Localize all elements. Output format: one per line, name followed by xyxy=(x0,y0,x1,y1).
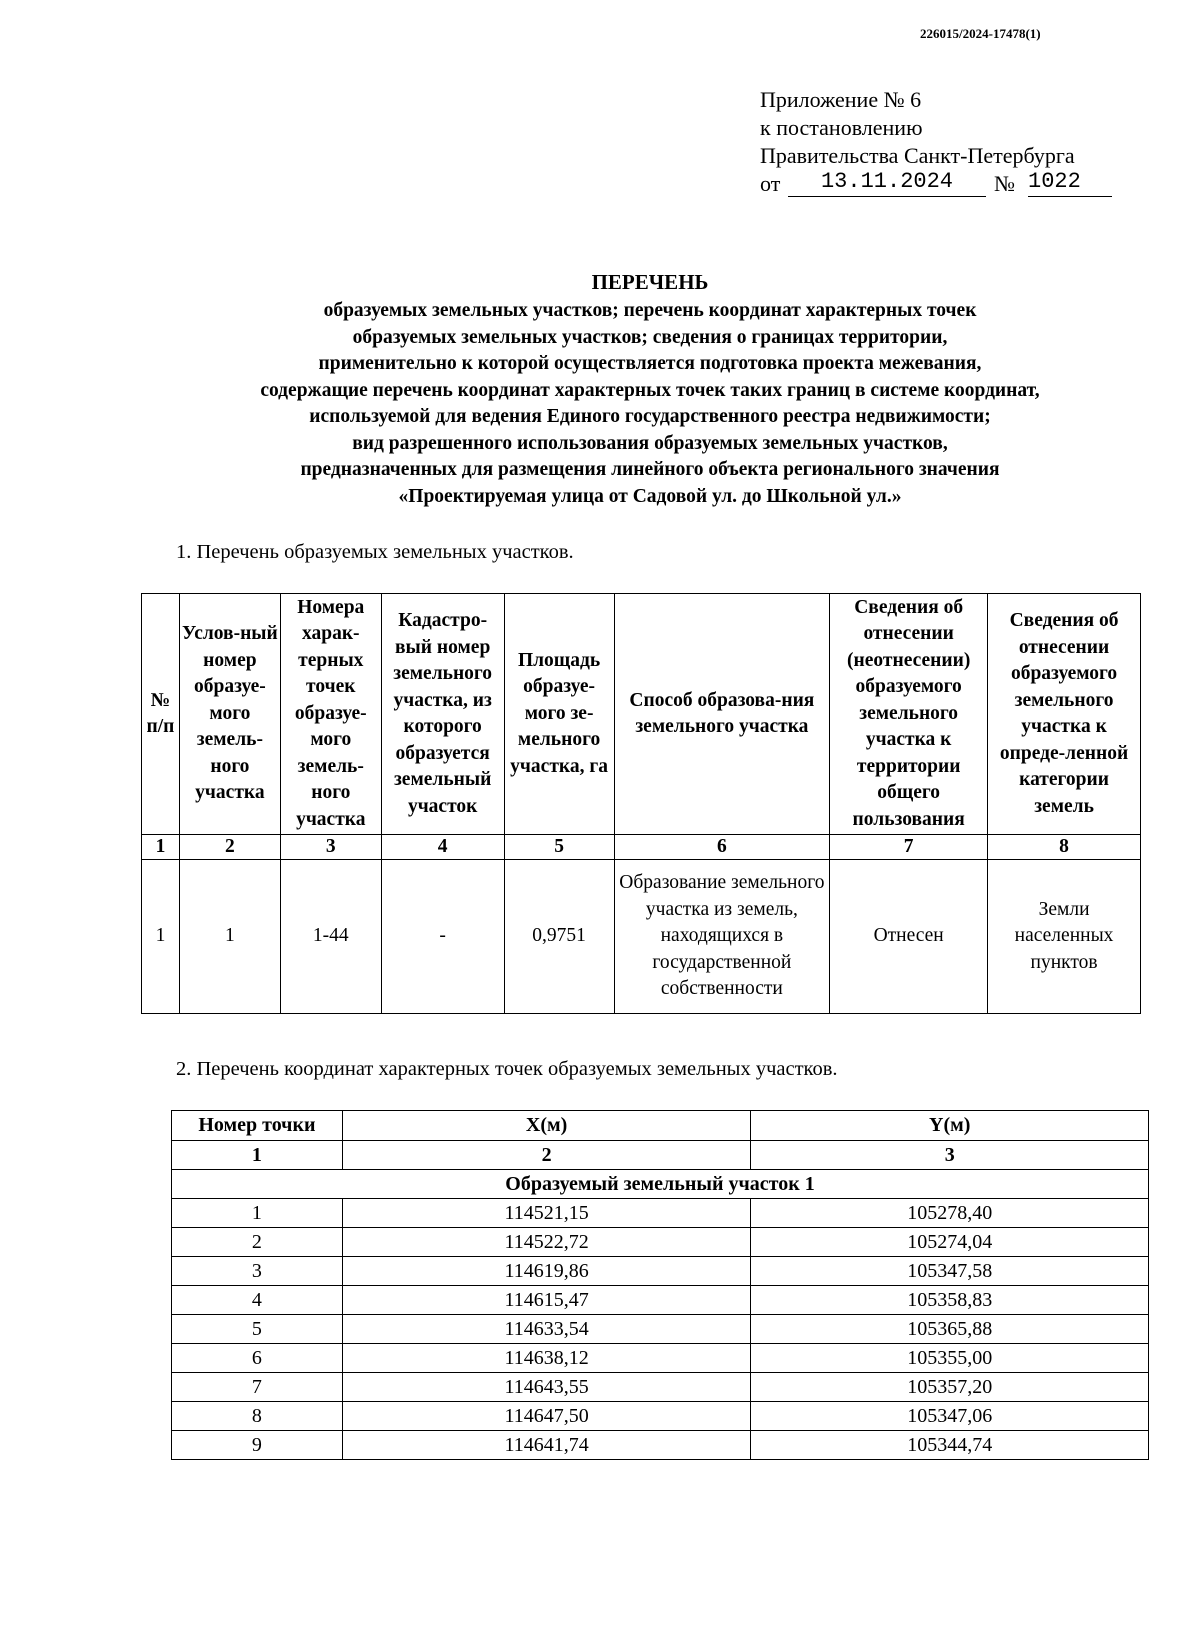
point-number: 5 xyxy=(172,1315,343,1344)
title-line: образуемых земельных участков; перечень координат характерных точек xyxy=(323,300,977,321)
table-row xyxy=(172,1315,1149,1344)
table-row xyxy=(172,1431,1149,1460)
point-number: 7 xyxy=(172,1373,343,1402)
y-coordinate: 105278,40 xyxy=(751,1199,1149,1228)
column-number: 2 xyxy=(342,1141,751,1170)
header-cell: Кадастро-вый номер земельного участка, из которого образуется земельный участок xyxy=(381,594,504,835)
column-number: 1 xyxy=(142,835,180,860)
table-cell: 0,9751 xyxy=(504,860,614,1014)
title-line: вид разрешенного использования образуемых земельных участков, xyxy=(352,432,948,454)
appendix-line-1: Приложение № 6 xyxy=(760,87,922,112)
x-coordinate: 114619,86 xyxy=(342,1257,751,1286)
y-coordinate: 105344,74 xyxy=(751,1431,1149,1460)
column-number-row xyxy=(172,1141,1149,1170)
column-number: 3 xyxy=(280,835,381,860)
table-cell: Земли населенных пунктов xyxy=(988,860,1141,1014)
point-number: 9 xyxy=(172,1431,343,1460)
header-cell: Номера харак-терных точек образуе-мого земель-ного участка xyxy=(280,594,381,835)
section-1-title: 1. Перечень образуемых земельных участков. xyxy=(176,541,574,563)
point-number: 4 xyxy=(172,1286,343,1315)
header-cell: Y(м) xyxy=(751,1111,1149,1141)
title-line: используемой для ведения Единого государственного реестра недвижимости; xyxy=(309,406,991,427)
x-coordinate: 114638,12 xyxy=(342,1344,751,1373)
header-cell: Способ образова-ния земельного участка xyxy=(614,594,830,835)
table-row xyxy=(172,1344,1149,1373)
title-line: образуемых земельных участков; сведения о границах территории, xyxy=(352,326,948,348)
table-cell: - xyxy=(381,860,504,1014)
y-coordinate: 105365,88 xyxy=(751,1315,1149,1344)
point-number: 3 xyxy=(172,1257,343,1286)
column-number: 5 xyxy=(504,835,614,860)
appendix-line-2: к постановлению xyxy=(760,115,923,140)
table-row xyxy=(172,1286,1149,1315)
coordinates-table xyxy=(171,1110,1149,1460)
x-coordinate: 114641,74 xyxy=(342,1431,751,1460)
x-coordinate: 114633,54 xyxy=(342,1315,751,1344)
section-2-title: 2. Перечень координат характерных точек образуемых земельных участков. xyxy=(176,1058,838,1080)
header-cell: Сведения об отнесении образуемого земельного участка к опреде-ленной категории земель xyxy=(988,594,1141,835)
group-label: Образуемый земельный участок 1 xyxy=(172,1170,1149,1199)
column-number: 3 xyxy=(751,1141,1149,1170)
x-coordinate: 114615,47 xyxy=(342,1286,751,1315)
title-main: ПЕРЕЧЕНЬ xyxy=(591,270,709,294)
table-cell: Образование земельного участка из земель, находящихся в государственной собственности xyxy=(614,860,830,1014)
table-row xyxy=(172,1373,1149,1402)
header-cell: Площадь образуе-мого зе-мельного участка, га xyxy=(504,594,614,835)
table-row xyxy=(172,1257,1149,1286)
column-number: 8 xyxy=(988,835,1141,860)
table-cell: Отнесен xyxy=(830,860,988,1014)
table-row xyxy=(142,860,1141,1014)
x-coordinate: 114521,15 xyxy=(342,1199,751,1228)
table-row xyxy=(172,1402,1149,1431)
table-cell: 1 xyxy=(142,860,180,1014)
resolution-date: 13.11.2024 xyxy=(788,168,986,197)
table-row xyxy=(172,1228,1149,1257)
column-number: 6 xyxy=(614,835,830,860)
table-cell: 1-44 xyxy=(280,860,381,1014)
y-coordinate: 105355,00 xyxy=(751,1344,1149,1373)
resolution-number: 1022 xyxy=(1028,168,1112,197)
point-number: 2 xyxy=(172,1228,343,1257)
header-cell: Номер точки xyxy=(172,1111,343,1141)
column-number-row xyxy=(142,835,1141,860)
column-number: 1 xyxy=(172,1141,343,1170)
column-number: 2 xyxy=(179,835,280,860)
land-plots-table xyxy=(141,593,1141,1014)
from-label: от xyxy=(760,171,781,196)
y-coordinate: 105357,20 xyxy=(751,1373,1149,1402)
column-number: 7 xyxy=(830,835,988,860)
point-number: 6 xyxy=(172,1344,343,1373)
y-coordinate: 105358,83 xyxy=(751,1286,1149,1315)
y-coordinate: 105274,04 xyxy=(751,1228,1149,1257)
table-cell: 1 xyxy=(179,860,280,1014)
header-cell: Сведения об отнесении (неотнесении) образуемого земельного участка к территории общего пользования xyxy=(830,594,988,835)
header-cell: X(м) xyxy=(342,1111,751,1141)
y-coordinate: 105347,06 xyxy=(751,1402,1149,1431)
appendix-date-row xyxy=(760,169,1081,200)
y-coordinate: 105347,58 xyxy=(751,1257,1149,1286)
title-line: применительно к которой осуществляется подготовка проекта межевания, xyxy=(318,353,982,374)
title-line: предназначенных для размещения линейного объекта регионального значения xyxy=(300,459,1000,480)
number-label: № xyxy=(994,171,1015,196)
group-row xyxy=(172,1170,1149,1199)
title-line: «Проектируемая улица от Садовой ул. до Школьной ул.» xyxy=(398,485,902,507)
x-coordinate: 114647,50 xyxy=(342,1402,751,1431)
title-line: содержащие перечень координат характерных точек таких границ в системе координат, xyxy=(260,379,1040,401)
x-coordinate: 114522,72 xyxy=(342,1228,751,1257)
column-number: 4 xyxy=(381,835,504,860)
appendix-block xyxy=(760,86,1081,200)
table-row xyxy=(172,1199,1149,1228)
x-coordinate: 114643,55 xyxy=(342,1373,751,1402)
document-id: 226015/2024-17478(1) xyxy=(920,26,1041,41)
header-cell: № п/п xyxy=(142,594,180,835)
point-number: 8 xyxy=(172,1402,343,1431)
header-cell: Услов-ный номер образуе-мого земель-ного участка xyxy=(179,594,280,835)
appendix-line-3: Правительства Санкт-Петербурга xyxy=(760,143,1075,168)
point-number: 1 xyxy=(172,1199,343,1228)
document-title xyxy=(120,268,1180,510)
